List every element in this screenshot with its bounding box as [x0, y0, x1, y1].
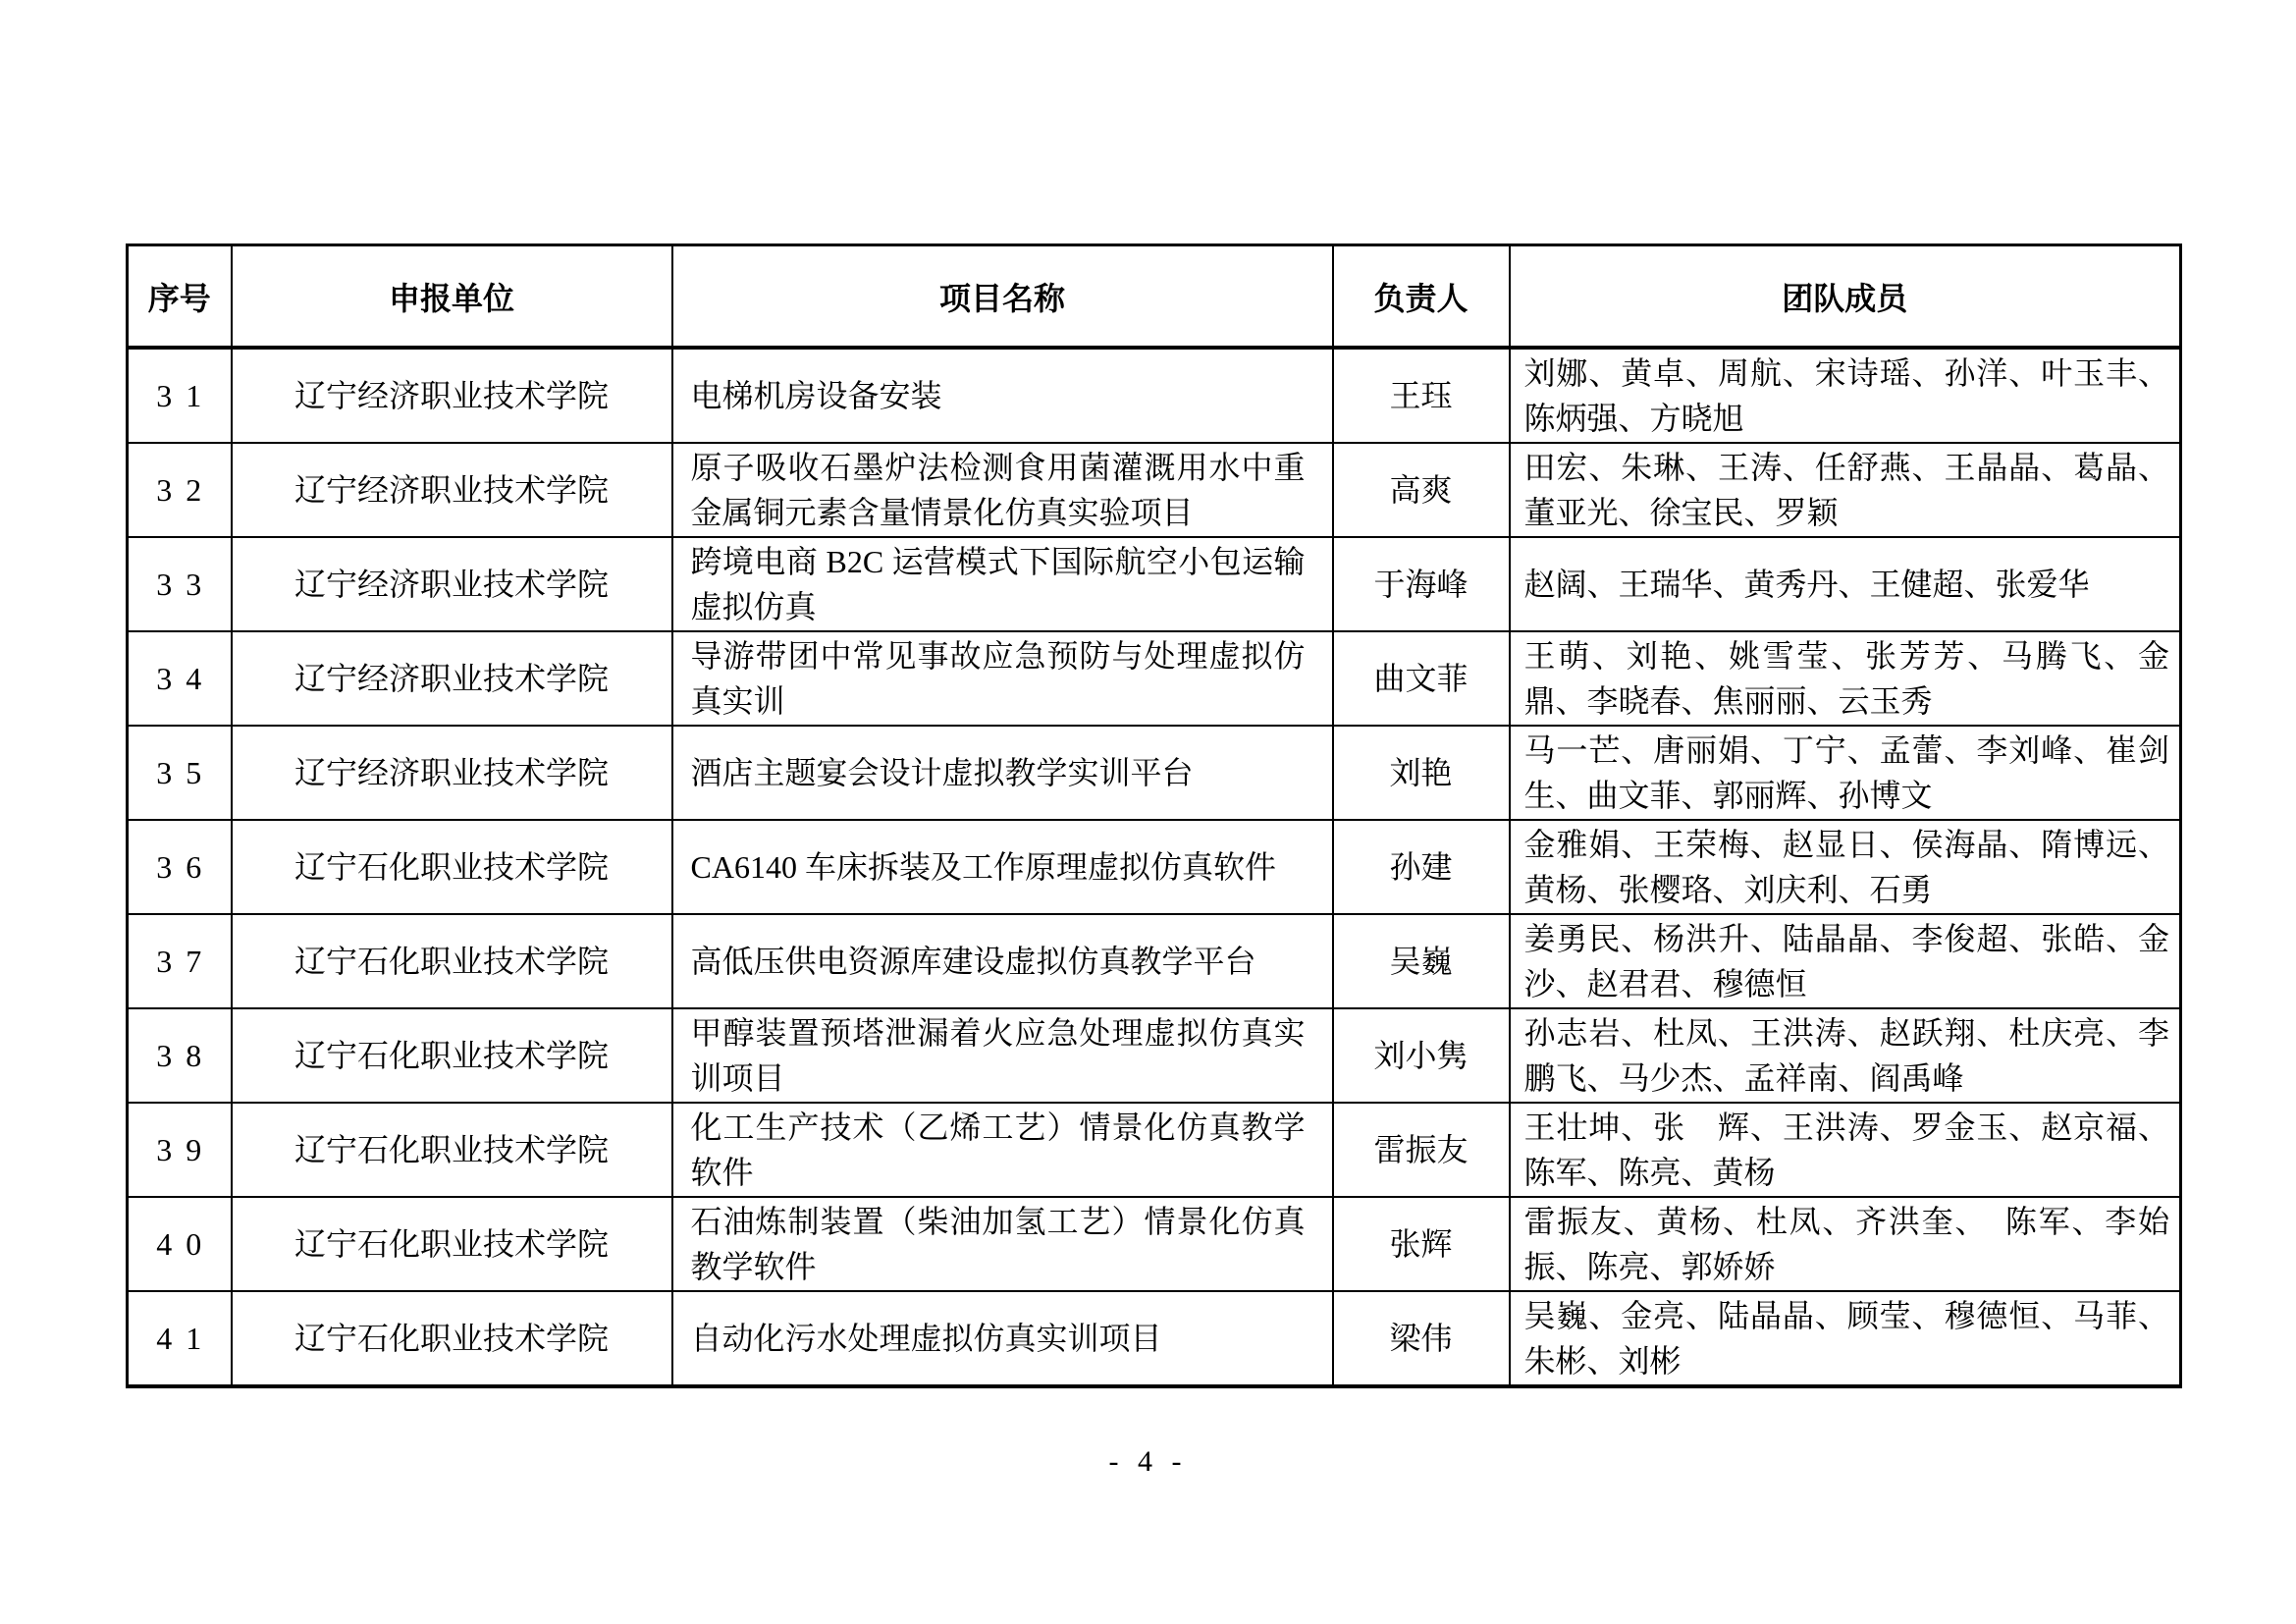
cell-leader: 张辉	[1333, 1197, 1510, 1291]
cell-team-members: 田宏、朱琳、王涛、任舒燕、王晶晶、葛晶、董亚光、徐宝民、罗颖	[1510, 443, 2181, 537]
cell-leader: 梁伟	[1333, 1291, 1510, 1386]
cell-project-name: 跨境电商 B2C 运营模式下国际航空小包运输虚拟仿真	[672, 537, 1333, 631]
cell-team-members: 王萌、刘艳、姚雪莹、张芳芳、马腾飞、金鼎、李晓春、焦丽丽、云玉秀	[1510, 631, 2181, 726]
cell-team-members: 吴巍、金亮、陆晶晶、顾莹、穆德恒、马菲、朱彬、刘彬	[1510, 1291, 2181, 1386]
cell-team-members: 赵阔、王瑞华、黄秀丹、王健超、张爱华	[1510, 537, 2181, 631]
table-row	[128, 443, 2181, 537]
cell-project-name: 酒店主题宴会设计虚拟教学实训平台	[672, 726, 1333, 820]
cell-team-members: 金雅娟、王荣梅、赵显日、侯海晶、隋博远、黄杨、张樱珞、刘庆利、石勇	[1510, 820, 2181, 914]
cell-leader: 高爽	[1333, 443, 1510, 537]
cell-project-name: 高低压供电资源库建设虚拟仿真教学平台	[672, 914, 1333, 1008]
cell-applying-unit: 辽宁经济职业技术学院	[232, 443, 672, 537]
header-serial-number: 序号	[128, 245, 232, 349]
cell-team-members: 雷振友、黄杨、杜凤、齐洪奎、 陈军、李始振、陈亮、郭娇娇	[1510, 1197, 2181, 1291]
cell-project-name: 甲醇装置预塔泄漏着火应急处理虚拟仿真实训项目	[672, 1008, 1333, 1103]
cell-serial-number: 35	[128, 726, 232, 820]
table-row	[128, 914, 2181, 1008]
table-row	[128, 537, 2181, 631]
cell-project-name: 石油炼制装置（柴油加氢工艺）情景化仿真教学软件	[672, 1197, 1333, 1291]
cell-serial-number: 37	[128, 914, 232, 1008]
cell-serial-number: 40	[128, 1197, 232, 1291]
cell-applying-unit: 辽宁石化职业技术学院	[232, 1291, 672, 1386]
cell-team-members: 王壮坤、张 辉、王洪涛、罗金玉、赵京福、陈军、陈亮、黄杨	[1510, 1103, 2181, 1197]
cell-project-name: CA6140 车床拆装及工作原理虚拟仿真软件	[672, 820, 1333, 914]
cell-serial-number: 36	[128, 820, 232, 914]
table-row	[128, 631, 2181, 726]
cell-leader: 曲文菲	[1333, 631, 1510, 726]
header-leader: 负责人	[1333, 245, 1510, 349]
cell-leader: 雷振友	[1333, 1103, 1510, 1197]
header-team-members: 团队成员	[1510, 245, 2181, 349]
cell-team-members: 马一芒、唐丽娟、丁宁、孟蕾、李刘峰、崔剑生、曲文菲、郭丽辉、孙博文	[1510, 726, 2181, 820]
header-row	[128, 245, 2181, 349]
page-number: - 4 -	[1108, 1445, 1188, 1478]
cell-serial-number: 41	[128, 1291, 232, 1386]
cell-serial-number: 32	[128, 443, 232, 537]
projects-table	[126, 244, 2182, 1388]
cell-team-members: 姜勇民、杨洪升、陆晶晶、李俊超、张皓、金沙、赵君君、穆德恒	[1510, 914, 2181, 1008]
cell-project-name: 自动化污水处理虚拟仿真实训项目	[672, 1291, 1333, 1386]
cell-leader: 王珏	[1333, 348, 1510, 443]
cell-project-name: 化工生产技术（乙烯工艺）情景化仿真教学软件	[672, 1103, 1333, 1197]
cell-serial-number: 33	[128, 537, 232, 631]
cell-leader: 孙建	[1333, 820, 1510, 914]
cell-serial-number: 31	[128, 348, 232, 443]
cell-serial-number: 39	[128, 1103, 232, 1197]
table-row	[128, 348, 2181, 443]
cell-serial-number: 34	[128, 631, 232, 726]
cell-team-members: 刘娜、黄卓、周航、宋诗瑶、孙洋、叶玉丰、陈炳强、方晓旭	[1510, 348, 2181, 443]
cell-applying-unit: 辽宁石化职业技术学院	[232, 820, 672, 914]
table-header	[128, 245, 2181, 349]
cell-applying-unit: 辽宁石化职业技术学院	[232, 914, 672, 1008]
table-row	[128, 726, 2181, 820]
cell-project-name: 导游带团中常见事故应急预防与处理虚拟仿真实训	[672, 631, 1333, 726]
cell-team-members: 孙志岩、杜凤、王洪涛、赵跃翔、杜庆亮、李鹏飞、马少杰、孟祥南、阎禹峰	[1510, 1008, 2181, 1103]
header-project-name: 项目名称	[672, 245, 1333, 349]
table-body	[128, 348, 2181, 1386]
table-row	[128, 1197, 2181, 1291]
cell-leader: 刘艳	[1333, 726, 1510, 820]
table-row	[128, 1103, 2181, 1197]
header-applying-unit: 申报单位	[232, 245, 672, 349]
cell-serial-number: 38	[128, 1008, 232, 1103]
cell-applying-unit: 辽宁经济职业技术学院	[232, 631, 672, 726]
cell-applying-unit: 辽宁石化职业技术学院	[232, 1197, 672, 1291]
table-row	[128, 1008, 2181, 1103]
table-row	[128, 1291, 2181, 1386]
cell-leader: 刘小隽	[1333, 1008, 1510, 1103]
cell-applying-unit: 辽宁石化职业技术学院	[232, 1103, 672, 1197]
table-row	[128, 820, 2181, 914]
cell-project-name: 电梯机房设备安装	[672, 348, 1333, 443]
cell-leader: 吴巍	[1333, 914, 1510, 1008]
cell-leader: 于海峰	[1333, 537, 1510, 631]
cell-applying-unit: 辽宁经济职业技术学院	[232, 726, 672, 820]
cell-applying-unit: 辽宁石化职业技术学院	[232, 1008, 672, 1103]
cell-applying-unit: 辽宁经济职业技术学院	[232, 348, 672, 443]
cell-applying-unit: 辽宁经济职业技术学院	[232, 537, 672, 631]
cell-project-name: 原子吸收石墨炉法检测食用菌灌溉用水中重金属铜元素含量情景化仿真实验项目	[672, 443, 1333, 537]
